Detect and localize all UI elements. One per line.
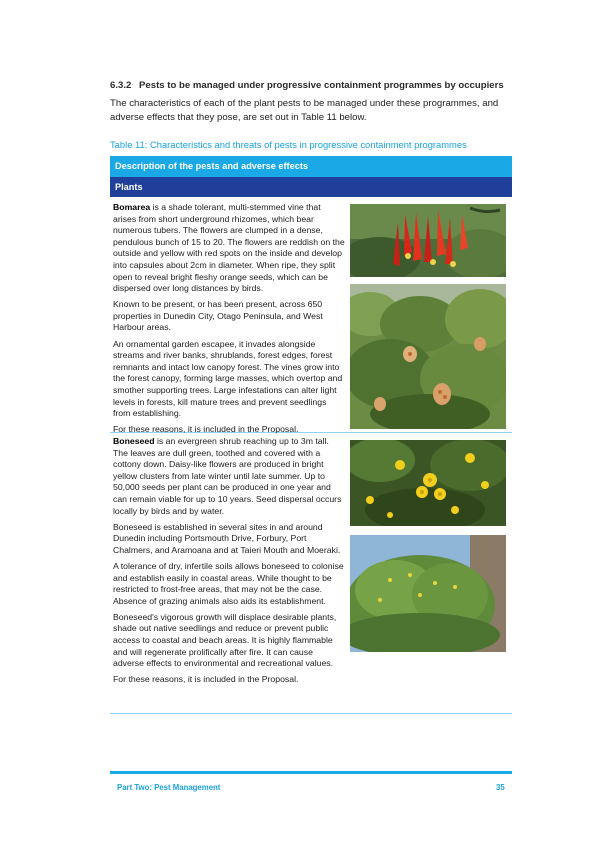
boneseed-description <box>113 436 346 690</box>
pest-paragraph: An ornamental garden escapee, it invades alongside streams and river banks, shrublands, forest edges, forest remnants and intact low canopy forest. The vines grow into the forest canopy, forming large masses, which overtop and smother supporting trees. Large infestations can alter light levels in forests, kill mature trees and prevent seedlings from establishing. <box>113 338 343 419</box>
pest-lead-text: is an evergreen shrub reaching up to 3m tall. The leaves are dull green, toothed and covered with a cottony down. Daisy-like flowers are produced in bright yellow clusters from late winter until late summer. Up to 50,000 seeds per plant can be produced in one year and can remain viable for up to 10 years. Seed dispersal occurs locally by birds and by water. <box>113 436 342 516</box>
pest-table <box>110 156 512 714</box>
table-caption: Table 11: Characteristics and threats of pests in progressive containment programmes <box>110 139 467 150</box>
section-number: 6.3.2 <box>110 80 132 91</box>
pest-paragraph: A tolerance of dry, infertile soils allows boneseed to colonise and establish easily in coastal areas. While thought to be restricted to frost-free areas, that may not be the case. Absence of grazing animals also aids its establishment. <box>113 560 344 606</box>
table-subheader: Plants <box>110 177 512 197</box>
section-heading <box>110 80 504 91</box>
table-row-bomarea <box>110 197 512 433</box>
bomarea-vine-photo <box>350 284 506 429</box>
pest-paragraph: For these reasons, it is included in the Proposal. <box>113 424 299 435</box>
pest-name: Boneseed <box>113 436 155 446</box>
pest-paragraph: For these reasons, it is included in the Proposal. <box>113 674 299 685</box>
bomarea-description <box>113 202 346 440</box>
intro-paragraph: The characteristics of each of the plant pests to be managed under these programmes, and adverse effects that they pose, are set out in Table 11 below. <box>110 98 499 123</box>
pest-paragraph: Boneseed is established in several sites in and around Dunedin including Portsmouth Drive, Forbury, Port Chalmers, and Aramoana and at Taieri Mouth and Moeraki. <box>113 521 341 555</box>
section-title: Pests to be managed under progressive containment programmes by occupiers <box>139 80 504 91</box>
pest-paragraph: Known to be present, or has been present, across 650 properties in Dunedin City, Otago Peninsula, and West Harbour areas. <box>113 299 323 333</box>
table-header: Description of the pests and adverse effects <box>110 156 512 177</box>
footer-rule <box>110 771 512 774</box>
boneseed-flower-photo <box>350 440 506 526</box>
pest-lead-text: is a shade tolerant, multi-stemmed vine that arises from short underground rhizomes, which bear numerous tubers. The flowers are clumped in a dense, pendulous bunch of 15 to 20. The flowers are reddish on the outside and yellow with red spots on the inside and develop into capsules about 2cm in diameter. When ripe, they split open to reveal bright fleshy orange seeds, which can be dispersed over long distances by birds. <box>113 202 345 294</box>
boneseed-shrub-photo <box>350 535 506 652</box>
bomarea-flower-photo <box>350 204 506 277</box>
footer-section-label: Part Two: Pest Management <box>117 783 221 792</box>
pest-name: Bomarea <box>113 202 151 212</box>
pest-paragraph: Boneseed's vigorous growth will displace desirable plants, shade out native seedlings and reduce or prevent public access to coastal and beach areas. It is highly flammable and will regenerate prolifically after fire. It can cause adverse effects to environmental and recreational values. <box>113 611 337 669</box>
table-row-boneseed <box>110 433 512 714</box>
page-number: 35 <box>496 783 505 792</box>
